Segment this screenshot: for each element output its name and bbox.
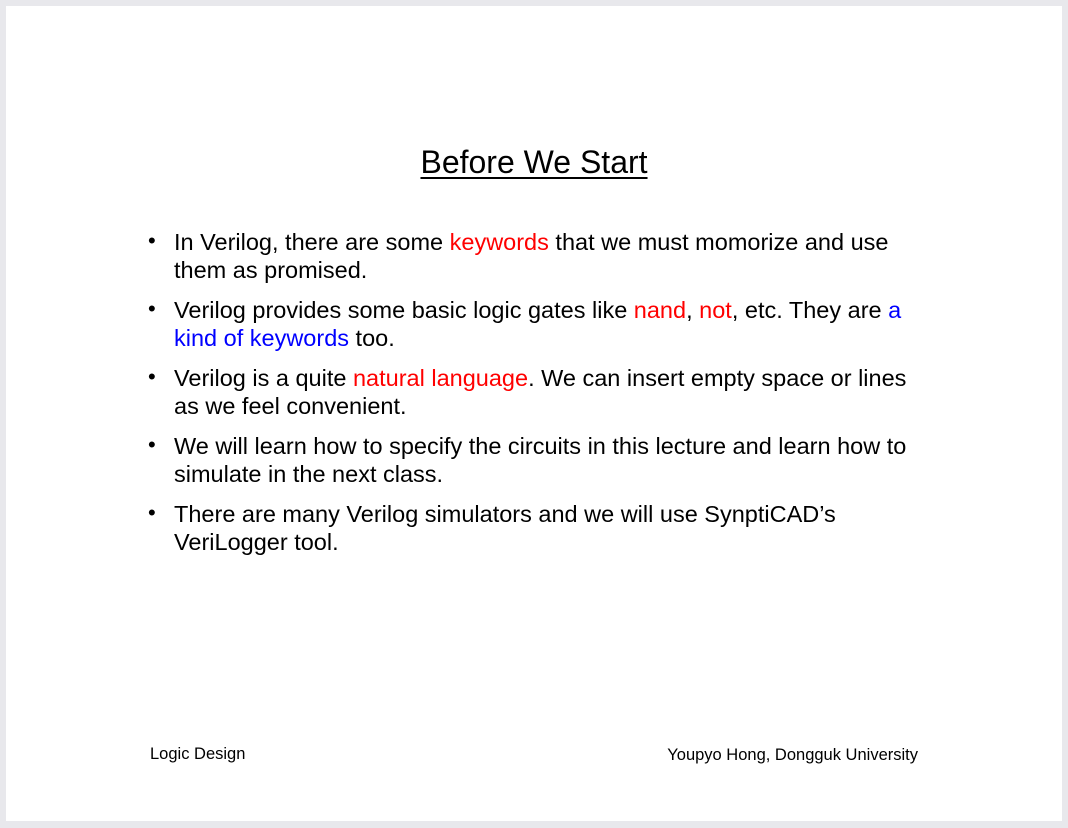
bullet-text: , (686, 297, 700, 323)
footer-course-name: Logic Design (150, 745, 246, 763)
bullet-text: that we must momorize and use them as promised. (174, 229, 889, 283)
bullet-item (148, 432, 928, 488)
bullet-text: , etc. They are (731, 297, 889, 323)
bullet-list (148, 228, 928, 568)
bullet-item (148, 364, 928, 420)
bullet-text: . We can insert empty space or lines as we feel convenient. (174, 365, 907, 419)
bullet-text: too. (349, 325, 395, 351)
highlight-keyword: not (699, 297, 732, 323)
bullet-text: In Verilog, there are some (174, 229, 450, 255)
bullet-dot-icon: • (148, 364, 156, 389)
highlight-keyword: natural language (352, 365, 529, 391)
slide (6, 6, 1062, 821)
slide-title: Before We Start (420, 144, 648, 180)
bullet-text: There are many Verilog simulators and we will use SynptiCAD’s VeriLogger tool. (174, 501, 836, 555)
bullet-dot-icon: • (148, 296, 156, 321)
highlight-keyword: nand (633, 297, 687, 323)
bullet-text: We will learn how to specify the circuits in this lecture and learn how to simulate in the next class. (174, 433, 907, 487)
bullet-dot-icon: • (148, 228, 156, 253)
bullet-item (148, 296, 928, 352)
footer-author: Youpyo Hong, Dongguk University (667, 746, 918, 764)
bullet-item (148, 228, 928, 284)
highlight-phrase: a kind of keywords (174, 297, 902, 351)
bullet-dot-icon: • (148, 500, 156, 525)
bullet-item (148, 500, 928, 556)
bullet-text: Verilog provides some basic logic gates like (174, 297, 634, 323)
bullet-text: Verilog is a quite (174, 365, 353, 391)
highlight-keyword: keywords (449, 229, 549, 255)
bullet-dot-icon: • (148, 432, 156, 457)
